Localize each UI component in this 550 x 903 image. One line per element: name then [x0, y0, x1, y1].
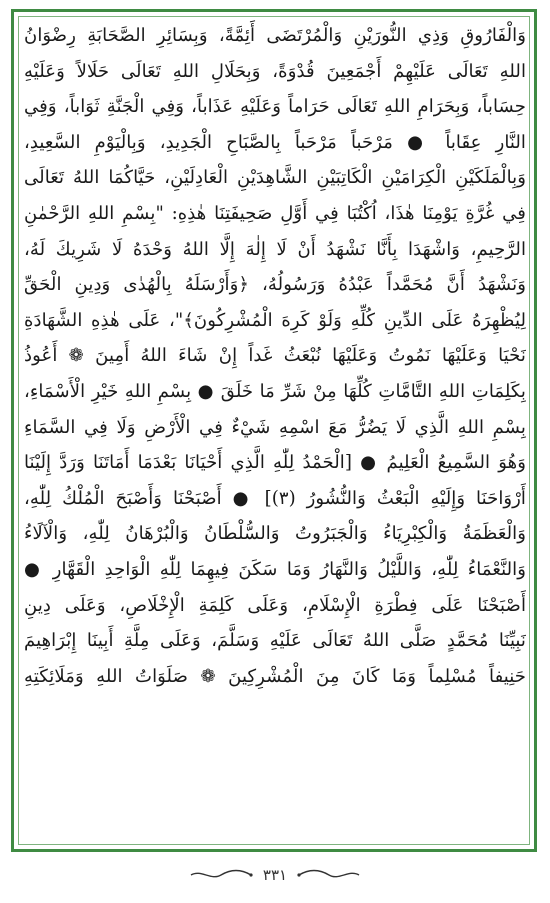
text-block: [24, 18, 526, 840]
text-line: وَنَشْهَدُ أَنَّ مُحَمَّداً عَبْدُهُ وَرَسُولُهُ، ﴿وَأَرْسَلَهُ بِالْهُدٰى وَدِينِ الْحَقِّ: [24, 274, 526, 296]
page-footer: [0, 860, 550, 890]
text-line: نَبِيِّنَا مُحَمَّدٍ صَلَّى اللهُ تَعَالَى عَلَيْهِ وَسَلَّمَ، وَعَلَى مِلَّةِ أَبِينَا إِبْرَاهِيمَ: [24, 630, 526, 652]
text-line: بِسْمِ اللهِ الَّذِي لَا يَضُرُّ مَعَ اسْمِهِ شَيْءٌ فِي الْأَرْضِ وَلَا فِي السَّمَاءِ: [24, 416, 526, 438]
text-line: حِسَاباً، وَبِحَرَامِ اللهِ تَعَالَى حَرَاماً وَعَلَيْهِ عَذَاباً، وَفِي الْجَنَّةِ ثَوَاباً، وَفِي: [24, 96, 526, 118]
text-line: فِي غُرَّةِ يَوْمِنَا هٰذَا، اُكْتُبَا فِي أَوَّلِ صَحِيفَتِنَا هٰذِهِ: "بِسْمِ اللهِ الرَّحْمٰنِ: [24, 202, 526, 224]
text-line: وَهُوَ السَّمِيعُ الْعَلِيمُ ● [الْحَمْدُ لِلّٰهِ الَّذِي أَحْيَانَا بَعْدَمَا أَمَاتَنَا وَرَدَّ إِلَيْنَا: [24, 452, 526, 474]
right-flourish-icon: [297, 868, 361, 882]
text-line: اللهِ تَعَالَى عَلَيْهِمْ أَجْمَعِينَ قُدْوَةً، وَبِحَلَالِ اللهِ تَعَالَى حَلَالاً وَعَلَيْهِ: [24, 60, 526, 82]
text-line: لِيُظْهِرَهُ عَلَى الدِّينِ كُلِّهِ وَلَوْ كَرِهَ الْمُشْرِكُونَ﴾"، عَلَى هٰذِهِ الشَّهَادَةِ: [24, 309, 526, 331]
text-line: وَالْفَارُوقِ وَذِي النُّورَيْنِ وَالْمُرْتَضَى أَئِمَّةً، وَبِسَائِرِ الصَّحَابَةِ رِضْوَانُ: [24, 25, 526, 46]
left-flourish-icon: [189, 868, 253, 882]
text-line: وَالنَّعْمَاءُ لِلّٰهِ، وَاللَّيْلُ وَالنَّهَارُ وَمَا سَكَنَ فِيهِمَا لِلّٰهِ الْوَاحِدِ الْقَهَّارِ ●: [24, 558, 526, 580]
text-line: حَنِيفاً مُسْلِماً وَمَا كَانَ مِنَ الْمُشْرِكِينَ ❁ صَلَوَاتُ اللهِ وَمَلَائِكَتِهِ: [24, 665, 526, 687]
text-line: النَّارِ عِقَاباً ● مَرْحَباً مَرْحَباً بِالصَّبَاحِ الْجَدِيدِ، وَبِالْيَوْمِ السَّعِيدِ،: [24, 131, 526, 153]
text-line: وَبِالْمَلَكَيْنِ الْكِرَامَيْنِ الْكَاتِبَيْنِ الشَّاهِدَيْنِ الْعَادِلَيْنِ، حَيَّاكُمَا اللهُ تَعَالَى: [24, 167, 526, 189]
text-line: وَالْعَظَمَةُ وَالْكِبْرِيَاءُ وَالْجَبَرُوتُ وَالسُّلْطَانُ وَالْبُرْهَانُ لِلّٰهِ، وَالْآلَاءُ: [24, 523, 526, 545]
page-number: ٣٣١: [262, 866, 288, 884]
text-line: نَحْيَا وَعَلَيْهَا نَمُوتُ وَعَلَيْهَا نُبْعَثُ غَداً إِنْ شَاءَ اللهُ أَمِينَ ❁ أَعُوذُ: [24, 345, 526, 367]
text-line: بِكَلِمَاتِ اللهِ التَّامَّاتِ كُلِّهَا مِنْ شَرِّ مَا خَلَقَ ● بِسْمِ اللهِ خَيْرِ الْأَسْمَاءِ،: [24, 380, 526, 402]
text-line: أَصْبَحْنَا عَلَى فِطْرَةِ الْإِسْلَامِ، وَعَلَى كَلِمَةِ الْإِخْلَاصِ، وَعَلَى دِينِ: [24, 594, 526, 616]
text-line: أَرْوَاحَنَا وَإِلَيْهِ الْبَعْثُ وَالنُّشُورُ (٣)] ● أَصْبَحْنَا وَأَصْبَحَ الْمُلْكُ لِلّٰهِ،: [24, 487, 526, 509]
text-line: الرَّحِيمِ، وَاشْهَدَا بِأَنَّا نَشْهَدُ أَنْ لَا إِلٰهَ إِلَّا اللهُ وَحْدَهُ لَا شَرِيكَ لَهُ،: [24, 238, 526, 260]
